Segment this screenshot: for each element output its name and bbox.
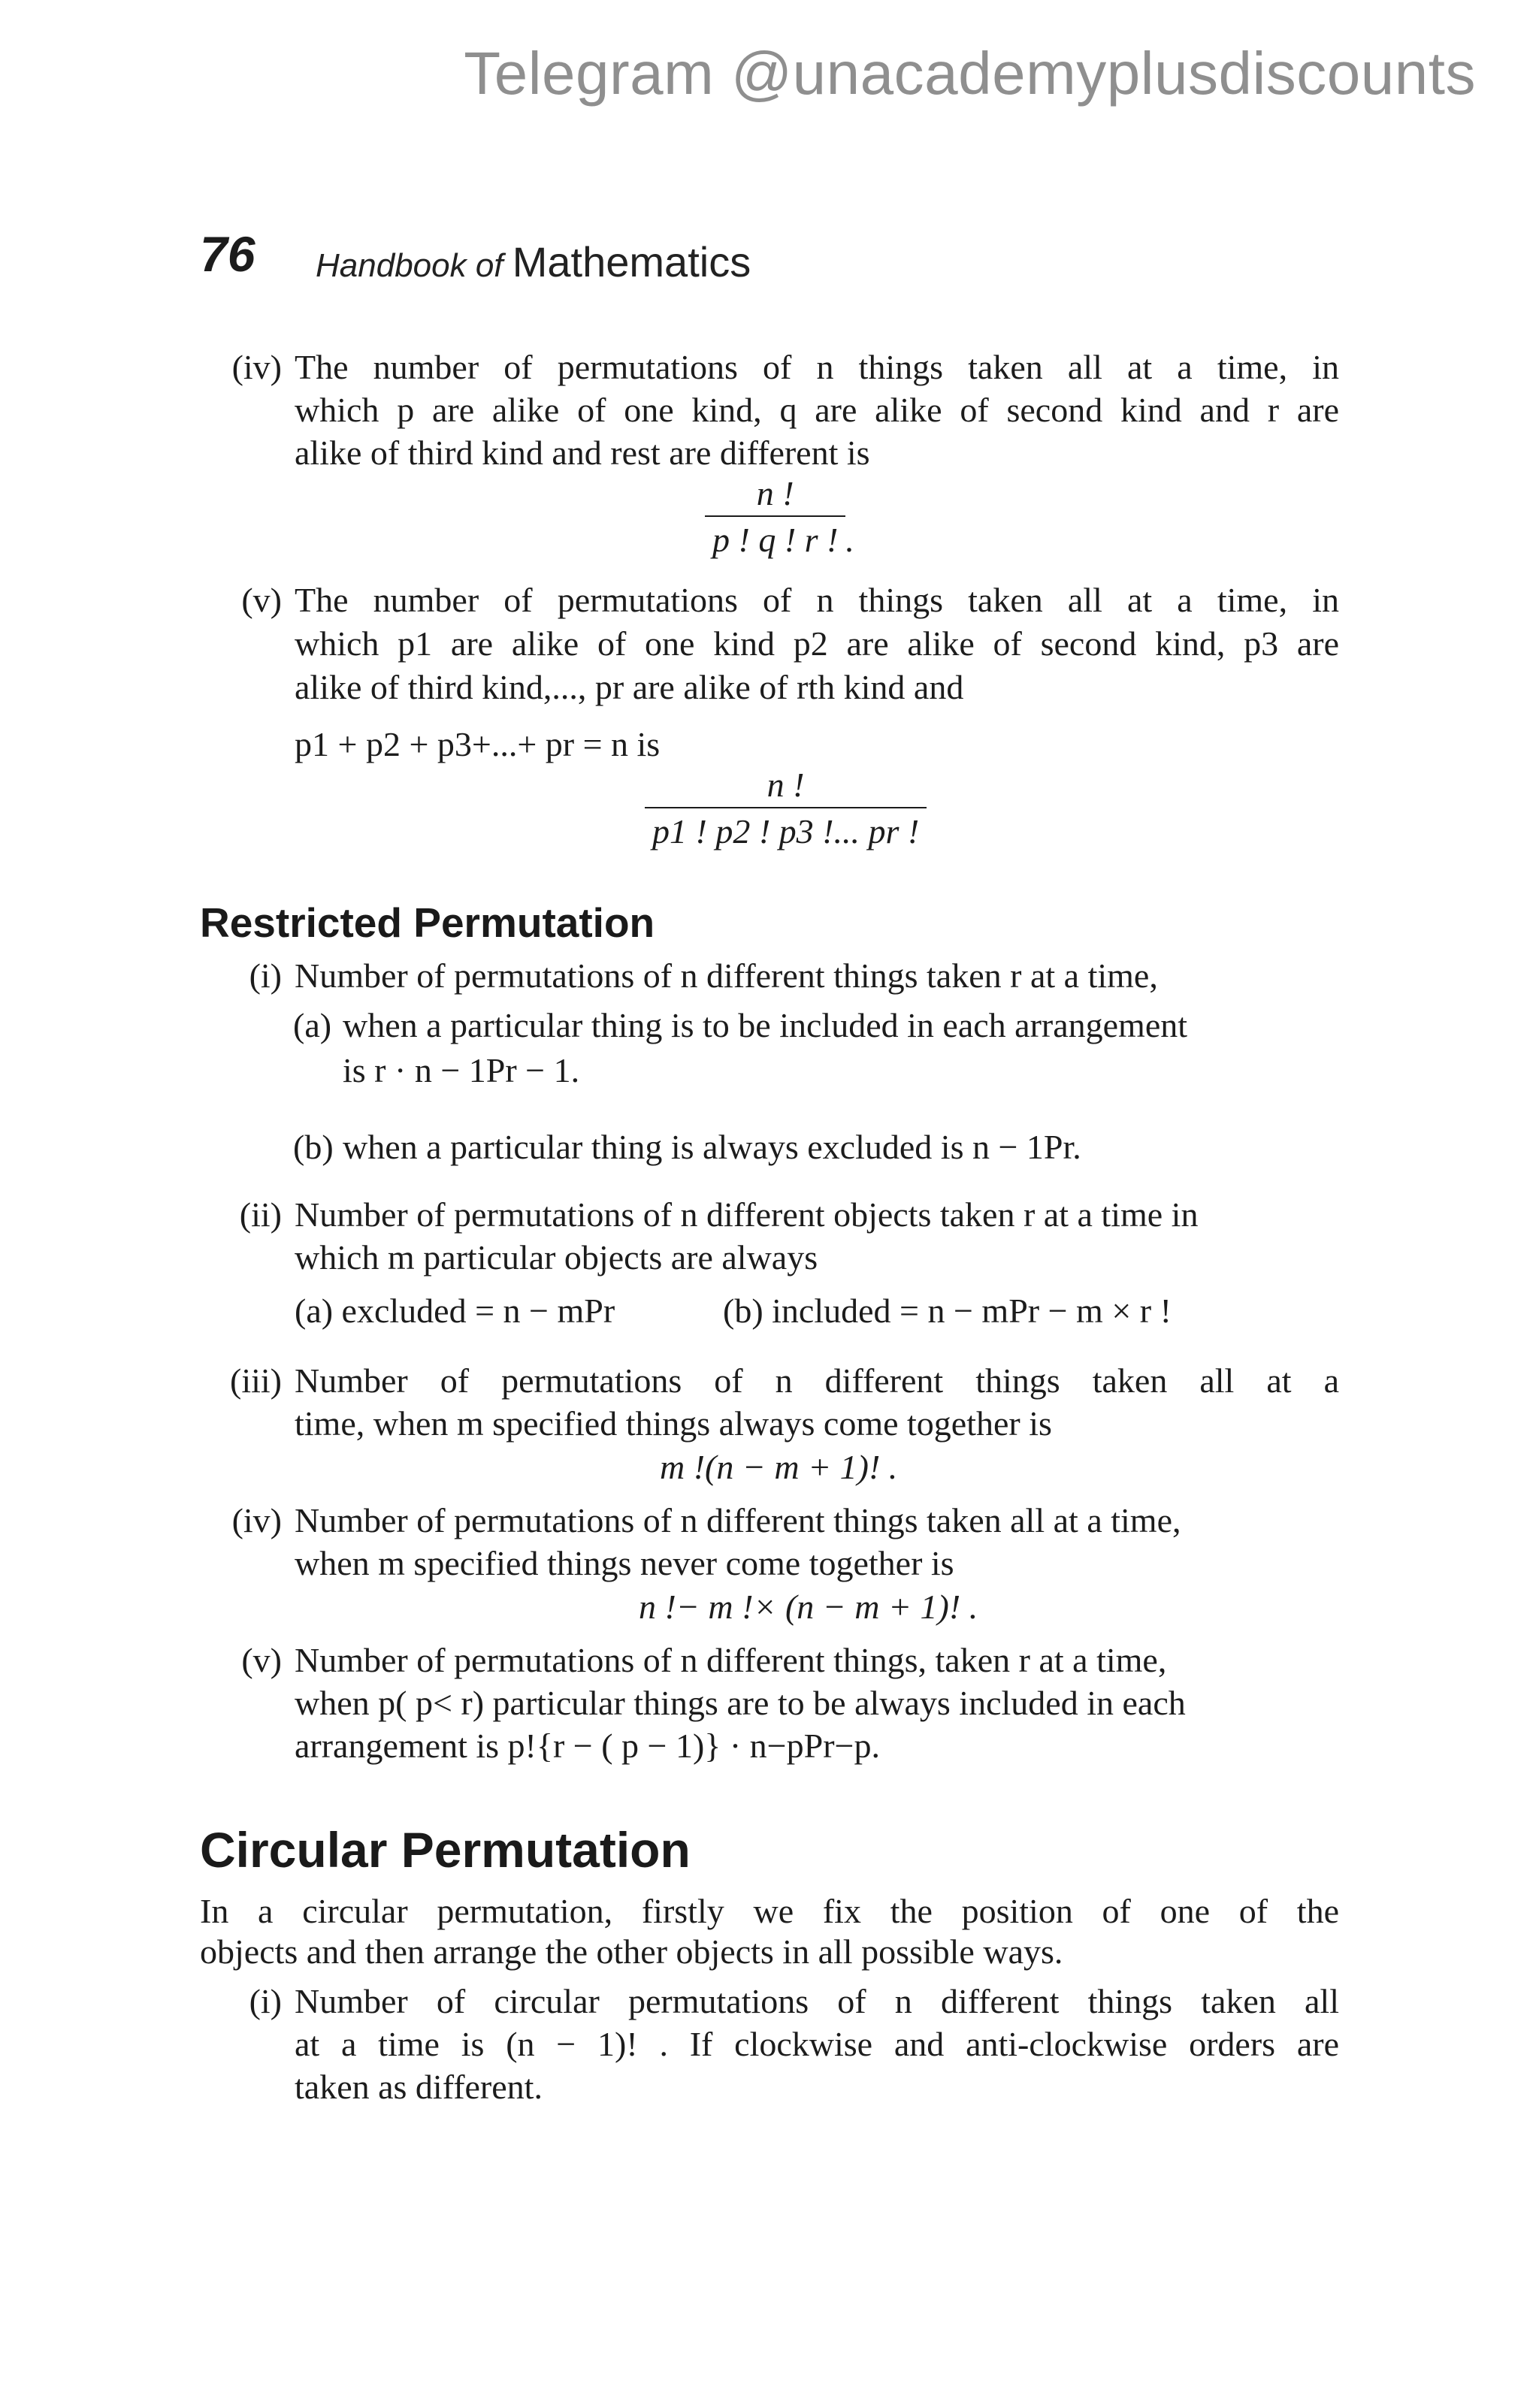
paragraph-line: Number of circular permutations of n different things taken all bbox=[295, 1982, 1339, 2020]
paragraph-line: alike of third kind and rest are different is bbox=[295, 434, 870, 472]
item-label: (iii) bbox=[230, 1361, 282, 1400]
item-label: (v) bbox=[241, 581, 282, 619]
paragraph-line: which p are alike of one kind, q are alike of second kind and r are bbox=[295, 391, 1339, 429]
formula-line: (b) included = n − mPr − m × r ! bbox=[723, 1292, 1172, 1330]
item-label: (ii) bbox=[239, 1195, 282, 1234]
paragraph-line: The number of permutations of n things taken all at a time, in bbox=[295, 348, 1339, 386]
paragraph-line: taken as different. bbox=[295, 2068, 543, 2106]
formula-line: m !(n − m + 1)! . bbox=[660, 1448, 898, 1486]
paragraph-line: Number of permutations of n different things taken all at a time, bbox=[295, 1501, 1181, 1539]
paragraph-line: when a particular thing is always excluded is n − 1Pr. bbox=[343, 1128, 1081, 1166]
book-title-subject: Mathematics bbox=[512, 238, 751, 286]
paragraph-line: The number of permutations of n things taken all at a time, in bbox=[295, 581, 1339, 619]
item-label: (iv) bbox=[231, 348, 282, 386]
book-title bbox=[316, 237, 751, 286]
paragraph-line: time, when m specified things always come together is bbox=[295, 1404, 1052, 1443]
paragraph-line: Number of permutations of n different things, taken r at a time, bbox=[295, 1641, 1167, 1679]
paragraph-line: Number of permutations of n different objects taken r at a time in bbox=[295, 1195, 1199, 1234]
paragraph-line: In a circular permutation, firstly we fix the position of one of the bbox=[200, 1892, 1339, 1930]
paragraph-line: Number of permutations of n different things taken all at a bbox=[295, 1361, 1339, 1400]
fraction-denominator: p ! q ! r ! bbox=[705, 515, 845, 557]
book-title-prefix: Handbook of bbox=[316, 247, 503, 284]
formula-period: . bbox=[845, 521, 854, 559]
paragraph-line: arrangement is p!{r − ( p − 1)} · n−pPr−p. bbox=[295, 1727, 880, 1765]
paragraph-line: which m particular objects are always bbox=[295, 1238, 818, 1277]
paragraph-line: at a time is (n − 1)! . If clockwise and anti-clockwise orders are bbox=[295, 2025, 1339, 2063]
item-label: (iv) bbox=[231, 1501, 282, 1539]
paragraph-line: which p1 are alike of one kind p2 are alike of second kind, p3 are bbox=[295, 624, 1339, 663]
item-label: (i) bbox=[249, 1982, 282, 2020]
item-label: (v) bbox=[241, 1641, 282, 1679]
fraction-denominator: p1 ! p2 ! p3 !... pr ! bbox=[645, 807, 927, 849]
formula-line: (a) excluded = n − mPr bbox=[295, 1292, 615, 1330]
formula-line: n !− m !× (n − m + 1)! . bbox=[639, 1588, 978, 1626]
paragraph-line: Number of permutations of n different things taken r at a time, bbox=[295, 956, 1158, 995]
paragraph-line: p1 + p2 + p3+...+ pr = n is bbox=[295, 725, 661, 763]
sub-item-label: (b) bbox=[293, 1128, 334, 1166]
paragraph-line: when m specified things never come together is bbox=[295, 1544, 954, 1582]
paragraph-line: is r · n − 1Pr − 1. bbox=[343, 1051, 580, 1089]
section-heading: Restricted Permutation bbox=[200, 899, 655, 946]
formula-fraction bbox=[705, 476, 854, 557]
formula-fraction bbox=[645, 768, 927, 849]
page-number: 76 bbox=[200, 226, 255, 282]
watermark-text: Telegram @unacademyplusdiscounts bbox=[464, 40, 1476, 107]
paragraph-line: alike of third kind,..., pr are alike of rth kind and bbox=[295, 668, 964, 706]
fraction-numerator: n ! bbox=[766, 766, 805, 804]
paragraph-line: when p( p< r) particular things are to be always included in each bbox=[295, 1684, 1186, 1722]
paragraph-line: objects and then arrange the other objects in all possible ways. bbox=[200, 1932, 1063, 1971]
fraction-numerator: n ! bbox=[756, 474, 794, 512]
section-heading: Circular Permutation bbox=[200, 1822, 691, 1878]
paragraph-line: when a particular thing is to be included in each arrangement bbox=[343, 1006, 1188, 1044]
sub-item-label: (a) bbox=[293, 1006, 332, 1044]
item-label: (i) bbox=[249, 956, 282, 995]
